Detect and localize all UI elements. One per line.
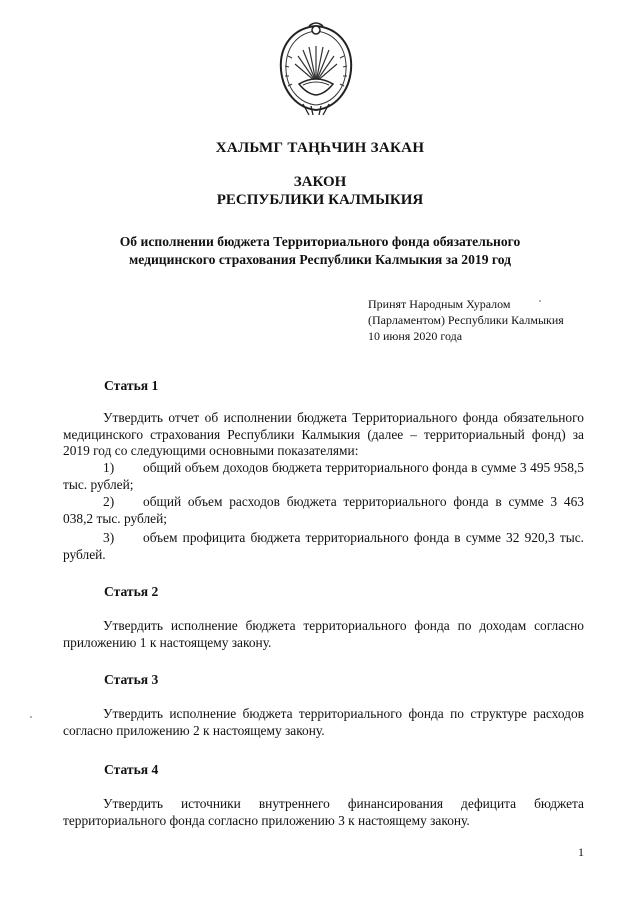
law-title: ЗАКОН (293, 174, 347, 190)
article-1-item-1 (63, 460, 584, 493)
kalmyk-law-title: ХАЛЬМГ ТАҢҺЧИН ЗАКАН (215, 140, 425, 156)
scan-speck (30, 716, 32, 718)
item-number: 2) (103, 494, 115, 509)
adoption-line-1: Принят Народным Хуралом (368, 297, 511, 311)
article-1-item-3 (63, 530, 584, 563)
item-text: объем профицита бюджета территориального фонда в сумме 32 920,3 тыс. рублей. (63, 530, 584, 562)
article-3-text: Утвердить исполнение бюджета территориального фонда по структуре расходов согласно приложению 2 к настоящему закону. (63, 706, 584, 738)
item-text: общий объем доходов бюджета территориального фонда в сумме 3 495 958,5 тыс. рублей; (63, 460, 584, 492)
law-subject (0, 233, 640, 269)
kalmykia-emblem-icon (273, 20, 359, 116)
article-4-heading: Статья 4 (104, 762, 159, 777)
scan-speck (539, 300, 541, 302)
republic-title: РЕСПУБЛИКИ КАЛМЫКИЯ (216, 192, 424, 208)
item-number: 3) (103, 530, 115, 545)
adoption-line-2: (Парламентом) Республики Калмыкия (368, 313, 564, 327)
article-1-item-2 (63, 494, 584, 527)
article-1-intro: Утвердить отчет об исполнении бюджета Территориального фонда обязательного медицинского страхования Республики Калмыкия (далее – территориальный фонд) за 2019 год со следующими основными показателями: (63, 410, 584, 459)
law-subject-line-1: Об исполнении бюджета Территориального фонда обязательного (119, 234, 521, 249)
article-3-heading: Статья 3 (104, 672, 159, 687)
adoption-note (368, 296, 564, 344)
page-number: 1 (578, 845, 584, 859)
article-1-heading: Статья 1 (104, 378, 159, 393)
law-subject-line-2: медицинского страхования Республики Калмыкия за 2019 год (128, 252, 512, 267)
item-number: 1) (103, 460, 115, 475)
article-2-heading: Статья 2 (104, 584, 159, 599)
item-text: общий объем расходов бюджета территориального фонда в сумме 3 463 038,2 тыс. рублей; (63, 494, 584, 526)
adoption-date: 10 июня 2020 года (368, 329, 463, 343)
article-2-text: Утвердить исполнение бюджета территориального фонда по доходам согласно приложению 1 к настоящему закону. (63, 618, 584, 650)
article-4-text: Утвердить источники внутреннего финансирования дефицита бюджета территориального фонда согласно приложению 3 к настоящему закону. (63, 796, 584, 828)
